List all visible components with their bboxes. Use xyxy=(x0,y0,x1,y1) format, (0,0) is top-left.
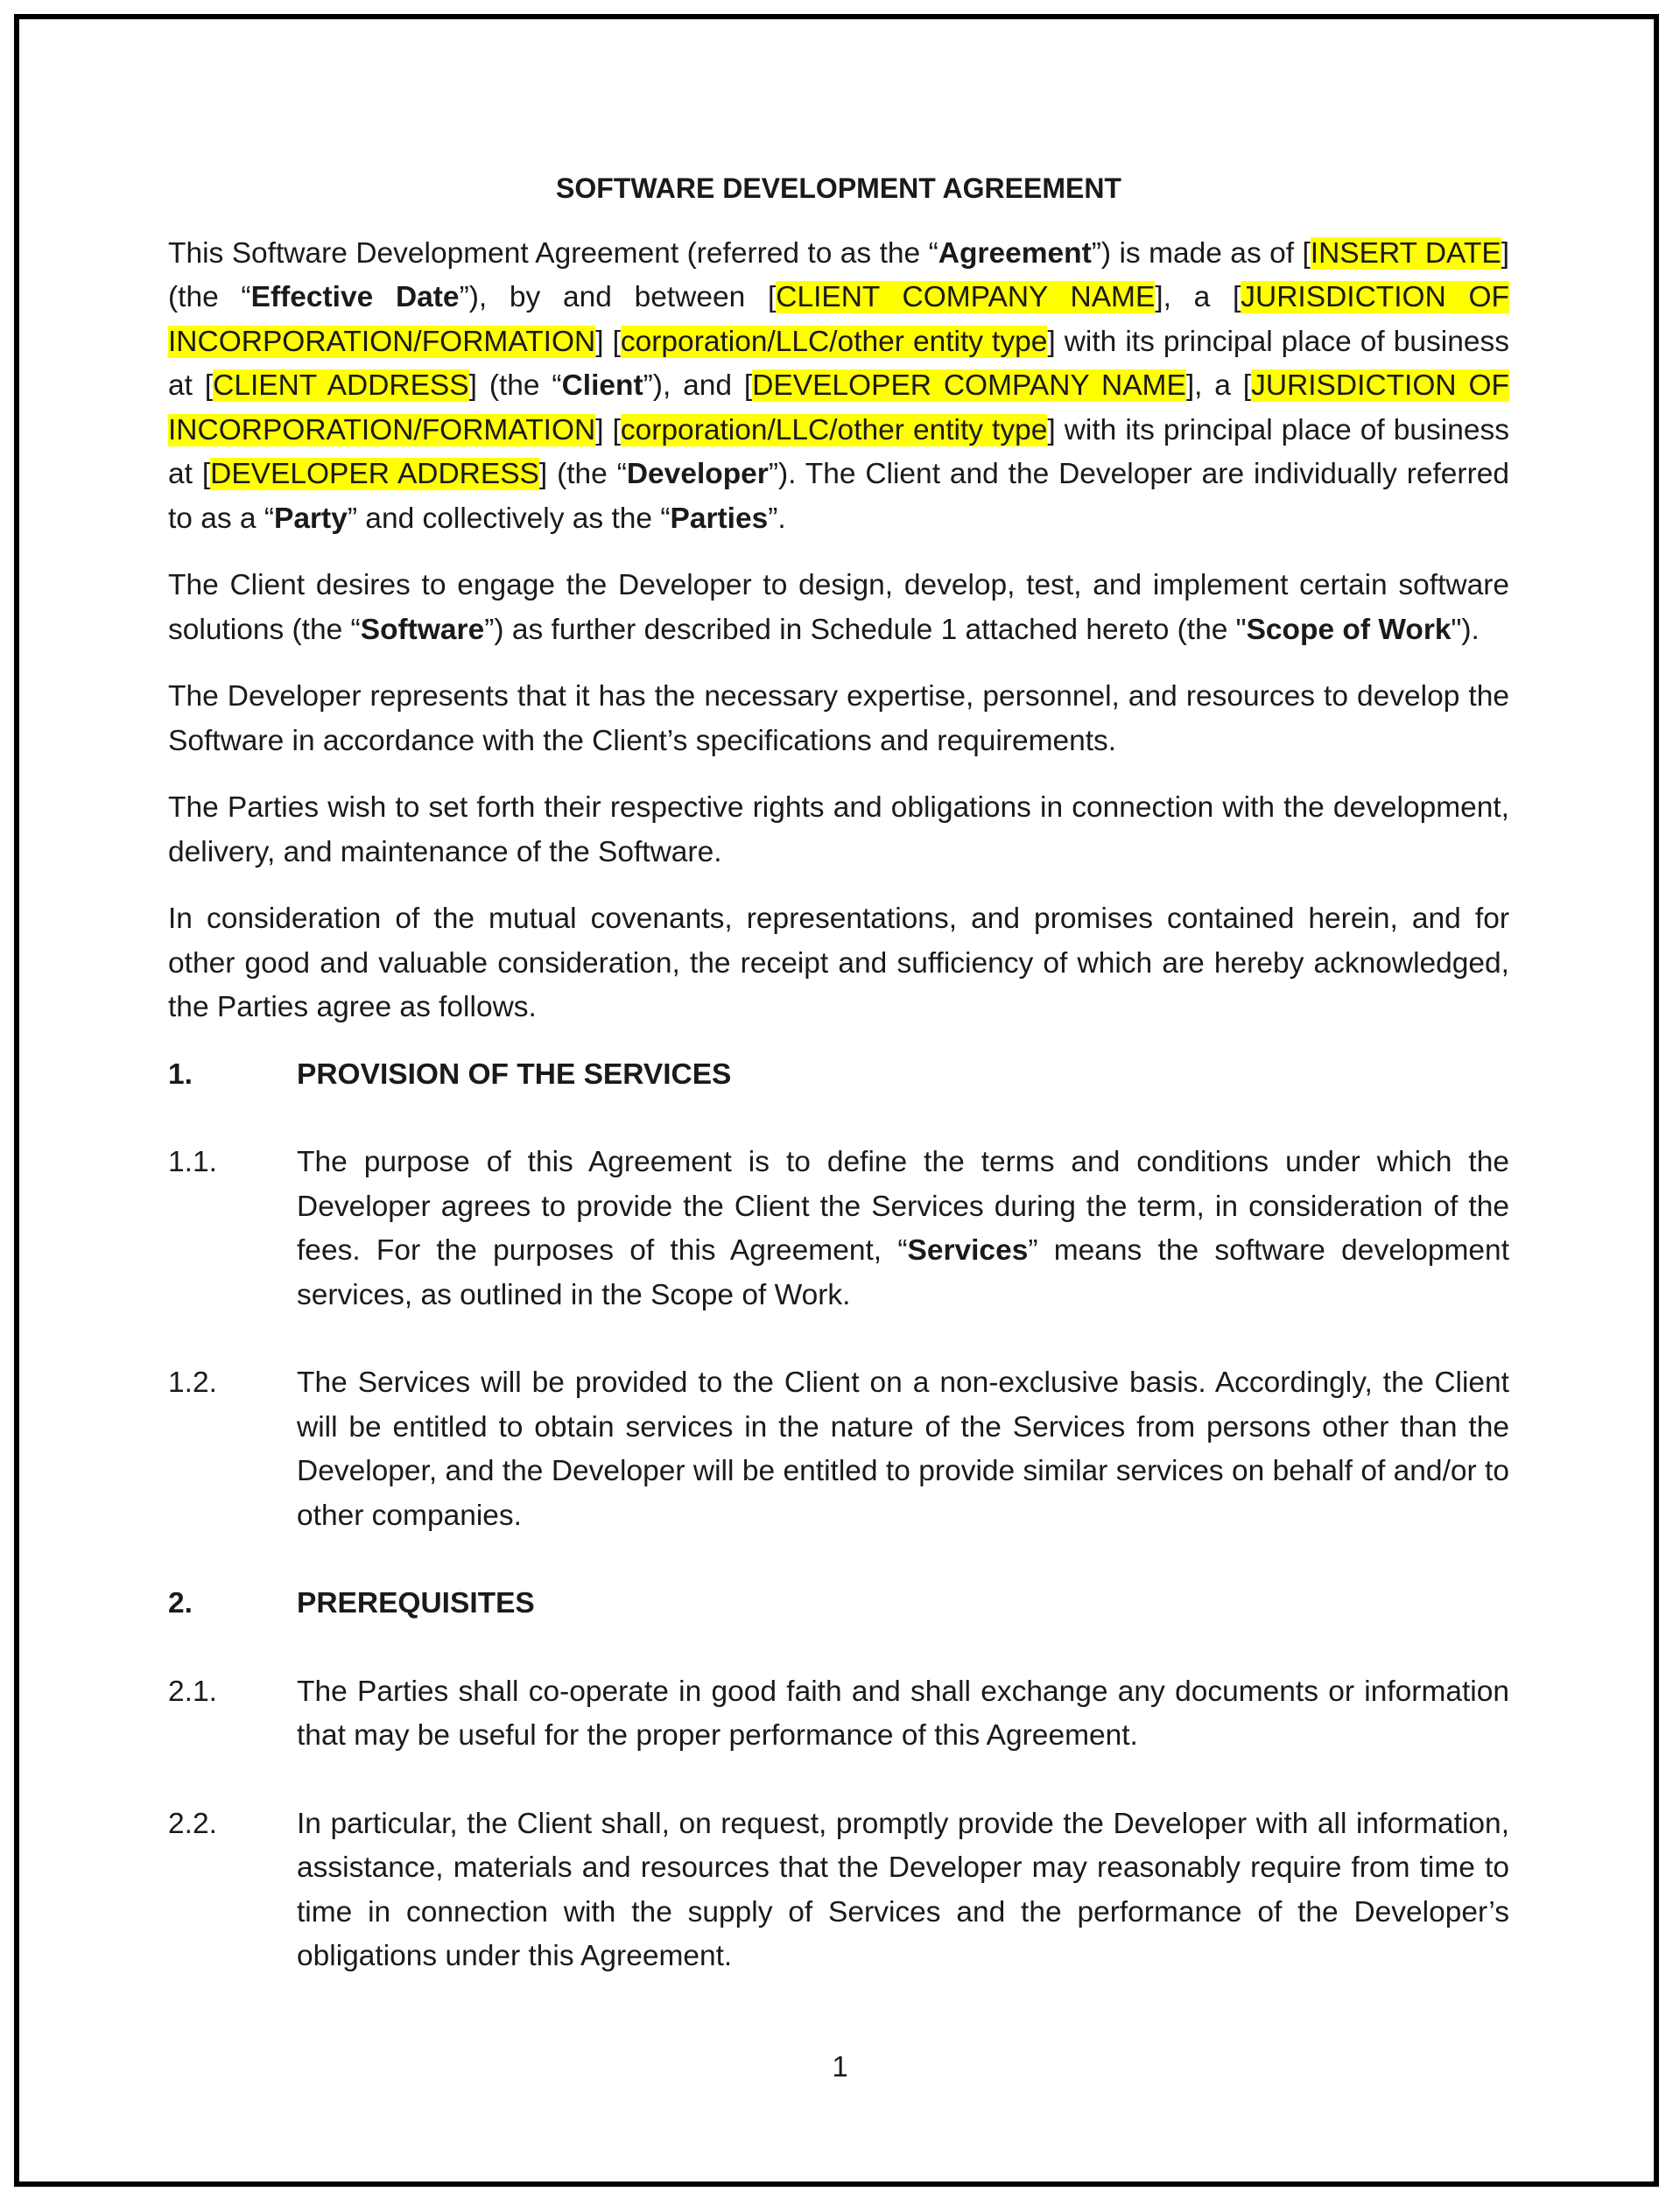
placeholder-developer-company-name: DEVELOPER COMPANY NAME xyxy=(752,369,1186,402)
intro-text: ” and collectively as the “ xyxy=(347,502,671,535)
clause-2-1 xyxy=(168,1670,1509,1759)
clause-2-2 xyxy=(168,1802,1509,1979)
defined-term-developer: Developer xyxy=(626,458,769,490)
intro-text: ], a [ xyxy=(1185,369,1252,402)
section-title: PREREQUISITES xyxy=(297,1587,535,1619)
clause-text-part: The purpose of this Agreement is to define the terms and conditions under which the Developer agrees to provide the Client the Services during the term, in consideration of the fees. For the purposes of this Agreement, “ xyxy=(297,1146,1509,1267)
page-number: 1 xyxy=(832,2050,848,2083)
section-heading-prerequisites xyxy=(168,1582,1509,1626)
intro-text: ”), by and between [ xyxy=(459,281,777,313)
recital-software xyxy=(168,564,1509,652)
placeholder-insert-date: INSERT DATE xyxy=(1310,236,1501,270)
defined-term-software: Software xyxy=(360,613,485,646)
placeholder-client-entity-type: corporation/LLC/other entity type xyxy=(620,325,1048,358)
intro-text: ”) is made as of [ xyxy=(1091,236,1311,270)
recital-text: "). xyxy=(1451,613,1480,646)
placeholder-developer-address: DEVELOPER ADDRESS xyxy=(210,458,539,490)
clause-text: In particular, the Client shall, on request, promptly provide the Developer with all information, assistance, materials and resources that the Developer may reasonably require from time to time in connection with the supply of Services and the performance of the Developer’s obligations under this Agreement. xyxy=(297,1807,1509,1972)
intro-text: ] with its principal place of business at [ xyxy=(168,413,1509,490)
intro-text: ”. xyxy=(768,502,786,535)
clause-1-1 xyxy=(168,1141,1509,1317)
intro-text: ] [ xyxy=(595,413,621,446)
defined-term-services: Services xyxy=(907,1234,1029,1267)
section-number: 1. xyxy=(168,1057,193,1091)
clause-text: The Services will be provided to the Client on a non-exclusive basis. Accordingly, the Client will be entitled to obtain services in the nature of the Services from persons other than the Developer, and the Developer will be entitled to provide similar services on behalf of and/or to other companies. xyxy=(297,1366,1509,1532)
section-title: PROVISION OF THE SERVICES xyxy=(297,1057,732,1091)
intro-text: ], a [ xyxy=(1155,281,1241,313)
section-number: 2. xyxy=(168,1587,193,1619)
recital-expertise: The Developer represents that it has the necessary expertise, personnel, and resources to develop the Software in accordance with the Client’s specifications and requirements. xyxy=(168,680,1509,757)
intro-text: This Software Development Agreement (referred to as the “ xyxy=(168,236,938,270)
placeholder-client-company-name: CLIENT COMPANY NAME xyxy=(776,281,1156,313)
defined-term-parties: Parties xyxy=(670,502,769,535)
recital-text: The Client desires to engage the Developer to design, develop, test, and implement certain software solutions (the “ xyxy=(168,569,1509,646)
defined-term-scope-of-work: Scope of Work xyxy=(1246,613,1452,646)
intro-text: ”), and [ xyxy=(643,369,753,402)
document-title: SOFTWARE DEVELOPMENT AGREEMENT xyxy=(556,172,1121,204)
recital-consideration: In consideration of the mutual covenants, representations, and promises contained herein, and for other good and valuable consideration, the receipt and sufficiency of which are hereby acknowledged, the Parties agree as follows. xyxy=(168,903,1509,1023)
defined-term-effective-date: Effective Date xyxy=(250,281,460,313)
clause-number: 1.2. xyxy=(168,1366,217,1399)
defined-term-agreement: Agreement xyxy=(938,236,1092,270)
placeholder-client-jurisdiction: JURISDICTION OF INCORPORATION/FORMATION xyxy=(168,281,1510,358)
intro-text: ] (the “ xyxy=(468,369,562,402)
intro-text: ] [ xyxy=(595,325,621,358)
defined-term-party: Party xyxy=(274,502,348,535)
clause-number: 2.2. xyxy=(168,1807,217,1840)
recital-text: ”) as further described in Schedule 1 attached hereto (the " xyxy=(484,613,1247,646)
intro-text: ] with its principal place of business at [ xyxy=(168,325,1509,402)
placeholder-developer-entity-type: corporation/LLC/other entity type xyxy=(620,413,1048,446)
document-body xyxy=(168,166,1509,2023)
placeholder-client-address: CLIENT ADDRESS xyxy=(213,369,469,402)
clause-text xyxy=(297,1141,1509,1317)
section-heading-provision-of-services xyxy=(168,1053,1509,1098)
defined-term-client: Client xyxy=(561,369,643,402)
intro-text: ] (the “ xyxy=(538,458,627,490)
clause-number: 1.1. xyxy=(168,1146,217,1178)
intro-text: ”). The Client and the Developer are individually referred to as a “ xyxy=(168,458,1509,535)
clause-number: 2.1. xyxy=(168,1675,217,1708)
clause-1-2 xyxy=(168,1361,1509,1538)
clause-text: The Parties shall co-operate in good faith and shall exchange any documents or information that may be useful for the proper performance of this Agreement. xyxy=(297,1675,1509,1752)
clause-text-part: ” means the software development services, as outlined in the Scope of Work. xyxy=(297,1234,1509,1311)
intro-text: ] (the “ xyxy=(168,236,1510,313)
recital-rights: The Parties wish to set forth their respective rights and obligations in connection with the development, delivery, and maintenance of the Software. xyxy=(168,791,1509,868)
placeholder-developer-jurisdiction: JURISDICTION OF INCORPORATION/FORMATION xyxy=(168,369,1509,446)
intro-paragraph xyxy=(168,232,1509,542)
